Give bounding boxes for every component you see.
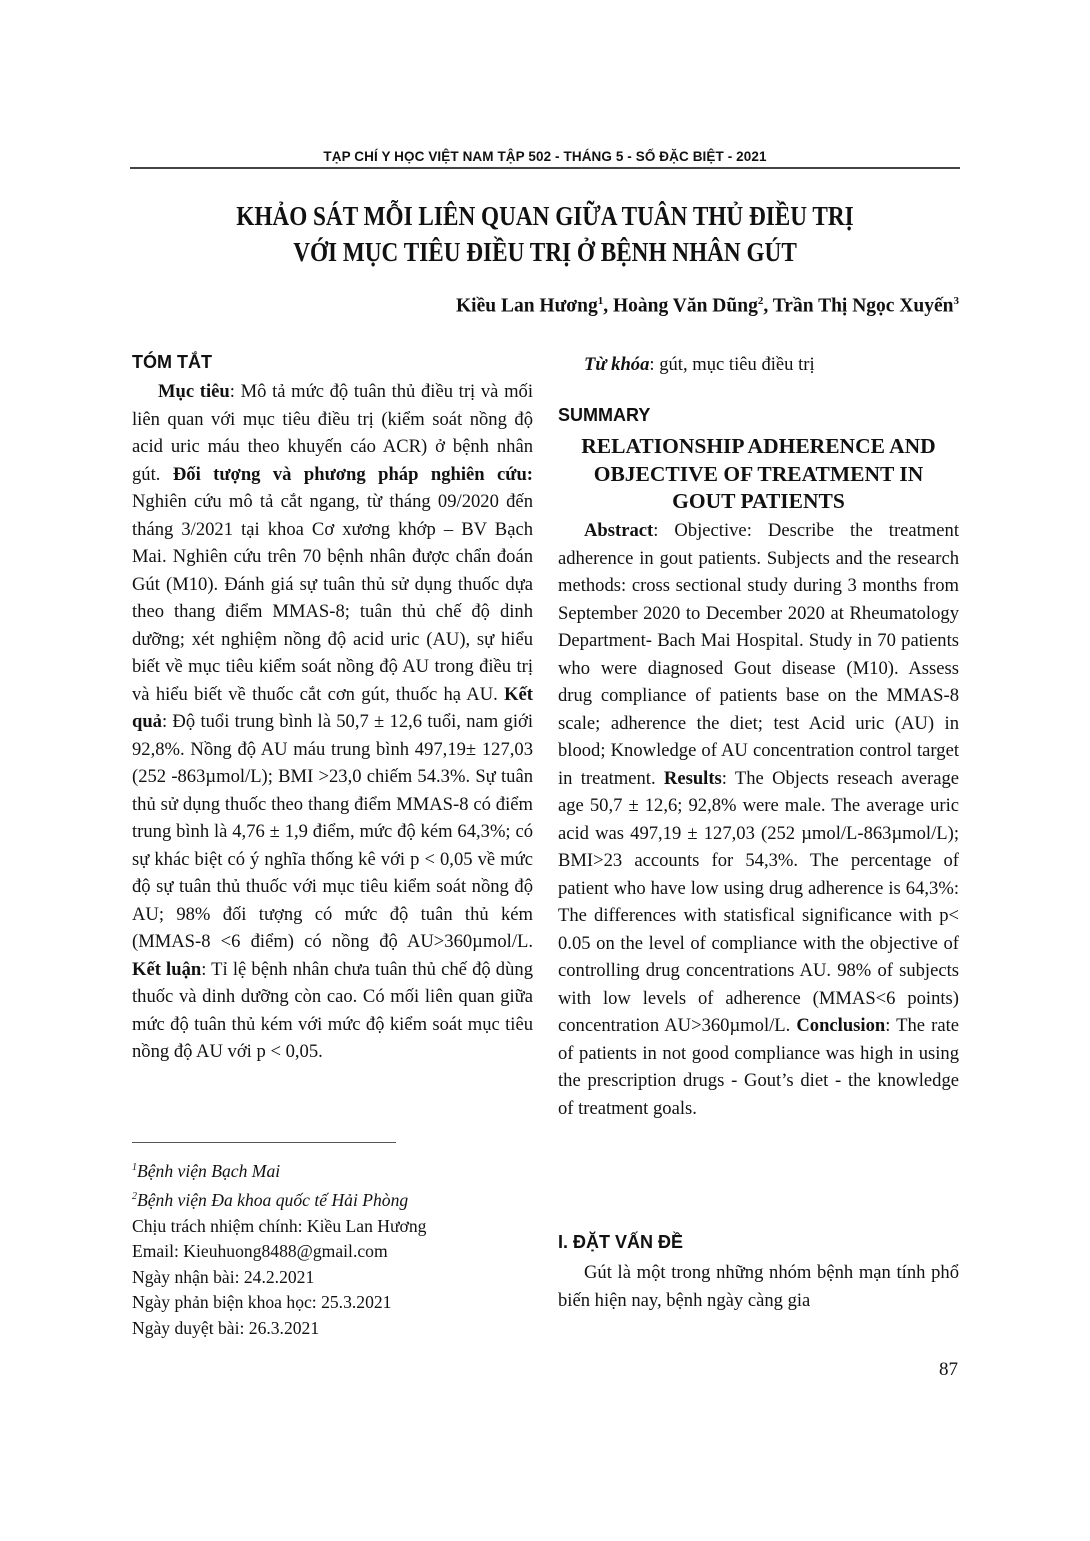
intro-paragraph: Gút là một trong những nhóm bệnh mạn tính phổ biến hiện nay, bệnh ngày càng gia bbox=[558, 1262, 959, 1311]
summary-heading: SUMMARY bbox=[558, 405, 651, 425]
affiliation-2 bbox=[132, 1184, 426, 1213]
english-title-line: GOUT PATIENTS bbox=[672, 489, 845, 513]
keywords bbox=[558, 351, 959, 379]
author-separator: , bbox=[763, 295, 773, 317]
author-separator: , bbox=[603, 295, 613, 317]
label-conclusion: Kết luận bbox=[132, 958, 202, 980]
text: : Tỉ lệ bệnh nhân chưa tuân thủ chế độ dùng thuốc và dinh dưỡng còn cao. Có mối liên quan giữa mức độ tuân thủ kém với mức độ kiểm soát mục tiêu nồng độ AU với p < 0,05. bbox=[132, 958, 533, 1062]
abstract-en-paragraph bbox=[558, 517, 959, 1122]
author-affiliation: 1 bbox=[597, 295, 604, 307]
abstract-vi bbox=[132, 378, 533, 1066]
abstract-en bbox=[558, 517, 959, 1122]
text: : The Objects reseach average age 50,7 ± 12,6; 92,8% were male. The average uric acid was 497,19 ± 127,03 (252 µmol/L-863µmol/L); BMI>23 accounts for 54,3%. The percentage of patient who have low using drug adherence is 64,3%: The differences with statisfical significance with p< 0.05 on the level of compliance with the objective of controlling drug concentrations AU. 98% of subjects with low levels of adherence (MMAS<6 points) concentration AU>360µmol/L. bbox=[558, 767, 959, 1036]
date-received: Ngày nhận bài: 24.2.2021 bbox=[132, 1266, 315, 1287]
corresponding-author: Chịu trách nhiệm chính: Kiều Lan Hương bbox=[132, 1215, 427, 1236]
text: : The rate of patients in not good compliance was high in using the prescription drugs - Gout’s diet - the knowledge of treatment goals. bbox=[558, 1015, 959, 1119]
section-heading-intro: I. ĐẶT VẤN ĐỀ bbox=[558, 1232, 684, 1252]
footnote-divider bbox=[132, 1142, 396, 1143]
footnotes bbox=[132, 1155, 426, 1341]
page-number: 87 bbox=[939, 1359, 958, 1380]
label-results: Results bbox=[663, 767, 722, 789]
footnote-marker: 1 bbox=[132, 1162, 137, 1173]
label-conclusion: Conclusion bbox=[796, 1015, 886, 1036]
abstract-vi-heading: TÓM TẮT bbox=[132, 352, 212, 372]
running-header: TẠP CHÍ Y HỌC VIỆT NAM TẬP 502 - THÁNG 5 - SỐ ĐẶC BIỆT - 2021 bbox=[323, 149, 767, 164]
keywords-line bbox=[558, 351, 959, 379]
header-divider bbox=[130, 167, 960, 169]
date-reviewed: Ngày phản biện khoa học: 25.3.2021 bbox=[132, 1292, 392, 1313]
affiliation-1 bbox=[132, 1155, 426, 1184]
label-objective: Mục tiêu bbox=[158, 381, 230, 402]
date-accepted: Ngày duyệt bài: 26.3.2021 bbox=[132, 1317, 320, 1338]
affiliation-text: Bệnh viện Bạch Mai bbox=[137, 1160, 281, 1181]
label-abstract: Abstract bbox=[584, 520, 654, 541]
title-line-1: KHẢO SÁT MỖI LIÊN QUAN GIỮA TUÂN THỦ ĐIỀU TRỊ bbox=[236, 201, 854, 231]
email[interactable]: Email: Kieuhuong8488@gmail.com bbox=[132, 1241, 388, 1262]
english-title bbox=[558, 433, 959, 516]
author-name: Kiều Lan Hương bbox=[456, 295, 598, 317]
article-title bbox=[188, 198, 902, 270]
intro-body bbox=[558, 1259, 959, 1314]
english-title-line: RELATIONSHIP ADHERENCE AND bbox=[581, 434, 936, 458]
abstract-vi-paragraph bbox=[132, 378, 533, 1066]
affiliation-text: Bệnh viện Đa khoa quốc tế Hải Phòng bbox=[137, 1190, 409, 1211]
footnote-marker: 2 bbox=[132, 1191, 137, 1203]
text: : Objective: Describe the treatment adherence in gout patients. Subjects and the research methods: cross sectional study during 3 months from September 2020 to December 2020 at Rheumatology Department- Bach Mai Hospital. Study in 70 patients who were diagnosed Gout disease (M10). Assess drug compliance of patients base on the MMAS-8 scale; adherence the diet; test Acid uric (AU) in blood; Knowledge of AU concentration control target in treatment. bbox=[558, 520, 959, 789]
keywords-label: Từ khóa bbox=[584, 354, 650, 375]
text: : Độ tuổi trung bình là 50,7 ± 12,6 tuổi, nam giới 92,8%. Nồng độ AU máu trung bình 497,19± 127,03 (252 -863µmol/L); BMI >23,0 chiếm 54.3%. Sự tuân thủ sử dụng thuốc theo thang điểm MMAS-8 có điểm trung bình là 4,76 ± 1,9 điểm, mức độ kém 64,3%; có sự khác biệt có ý nghĩa thống kê với p < 0,05 về mức độ sự tuân thủ thuốc với mục tiêu kiểm soát nồng độ AU; 98% đối tượng có mức độ tuân thủ kém (MMAS-8 <6 điểm) có nồng độ AU>360µmol/L. bbox=[132, 711, 533, 952]
author-list bbox=[456, 295, 959, 318]
author-name: Trần Thị Ngọc Xuyến bbox=[772, 295, 954, 317]
author-affiliation: 2 bbox=[757, 295, 764, 307]
text: : Mô tả mức độ tuân thủ điều trị và mối liên quan với mục tiêu điều trị (kiểm soát nồng độ acid uric máu theo khuyến cáo ACR) ở bệnh nhân gút. bbox=[132, 381, 533, 485]
author-name: Hoàng Văn Dũng bbox=[612, 295, 758, 317]
label-methods: Đối tượng và phương pháp nghiên cứu: bbox=[172, 463, 533, 485]
text: Nghiên cứu mô tả cắt ngang, từ tháng 09/2020 đến tháng 3/2021 tại khoa Cơ xương khớp – BV Bạch Mai. Nghiên cứu trên 70 bệnh nhân được chẩn đoán Gút (M10). Đánh giá sự tuân thủ sử dụng thuốc dựa theo thang điểm MMAS-8; tuân thủ chế độ dinh dưỡng; xét nghiệm nồng độ acid uric (AU), sự hiểu biết về mục tiêu kiểm soát nồng độ AU trong điều trị và hiểu biết về thuốc cắt cơn gút, thuốc hạ AU. bbox=[132, 491, 533, 705]
label-results: Kết quả bbox=[132, 683, 533, 732]
title-line-2: VỚI MỤC TIÊU ĐIỀU TRỊ Ở BỆNH NHÂN GÚT bbox=[293, 237, 797, 267]
keywords-text: : gút, mục tiêu điều trị bbox=[649, 354, 815, 375]
english-title-line: OBJECTIVE OF TREATMENT IN bbox=[593, 461, 924, 486]
author-affiliation: 3 bbox=[953, 295, 959, 307]
